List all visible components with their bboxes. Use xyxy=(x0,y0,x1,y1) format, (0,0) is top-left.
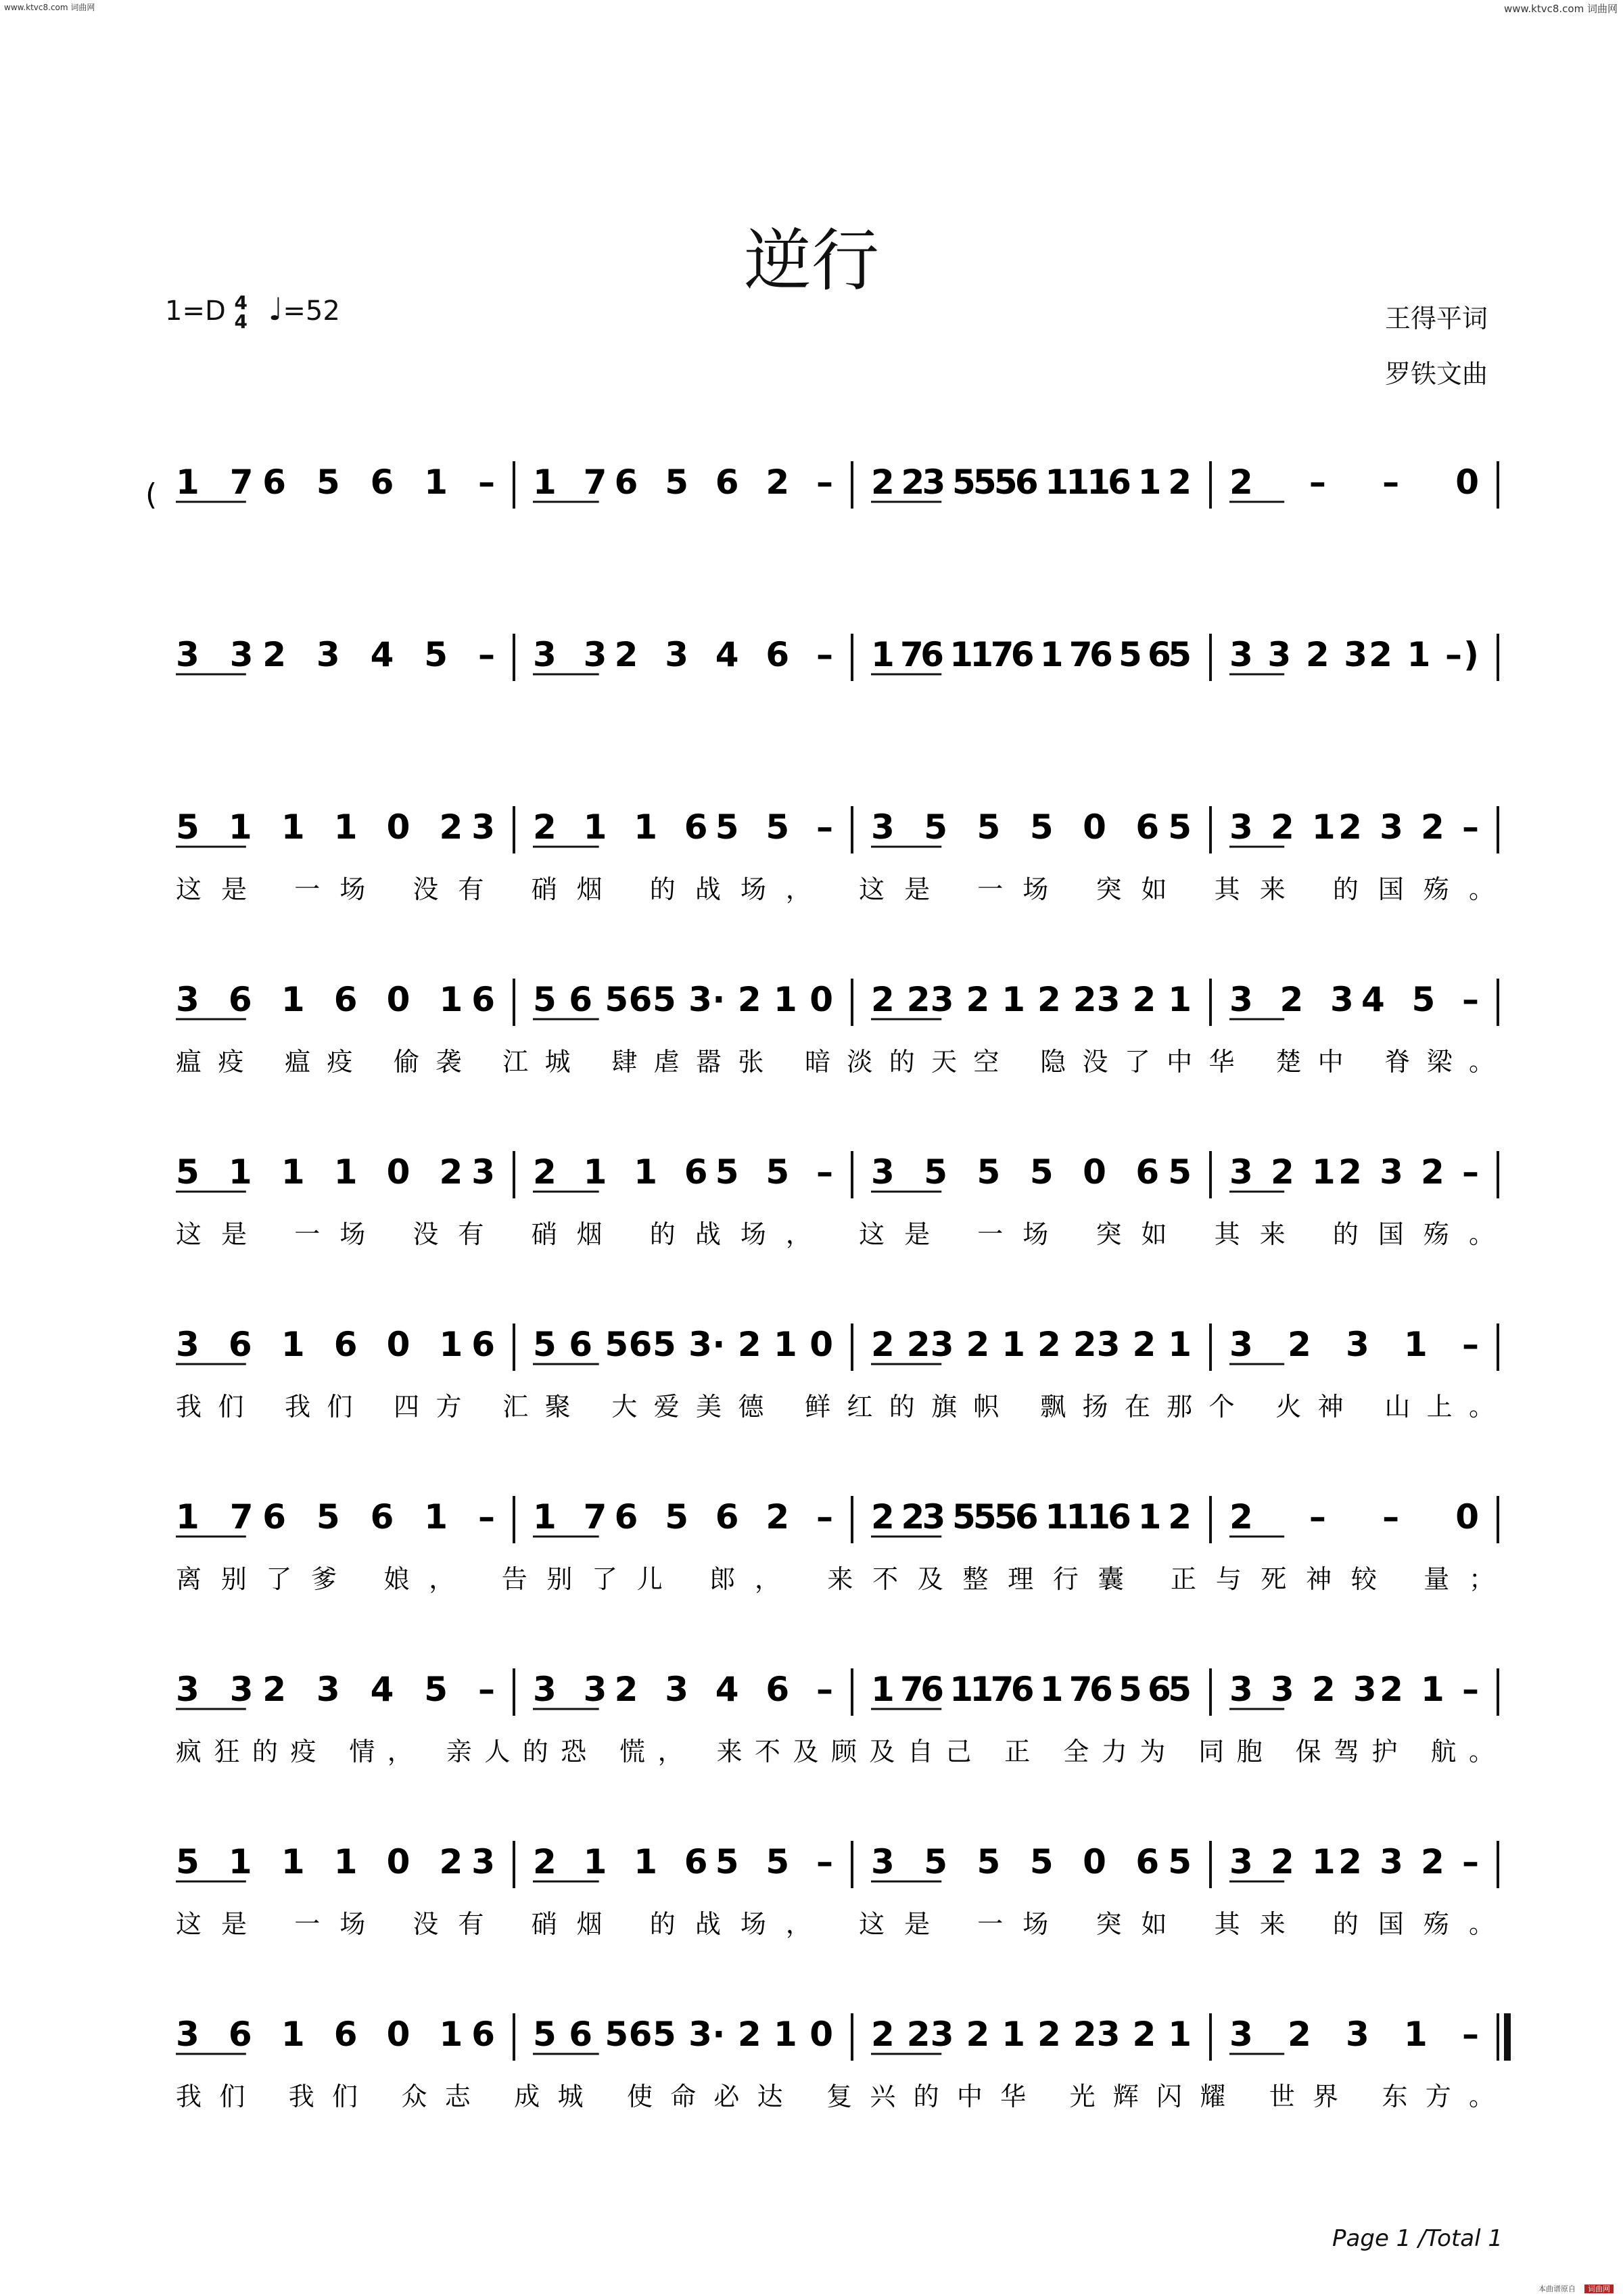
measure: 3 32 3 4 6 – xyxy=(533,635,833,674)
measure: 2 – – 0 xyxy=(1229,1497,1479,1537)
measure: 2 1 1 65 5 – xyxy=(533,807,833,847)
score-rows xyxy=(145,461,1507,2111)
notes-row xyxy=(176,1325,1479,1364)
measure: 3 6 1 6 0 16 xyxy=(176,2015,495,2054)
score-row xyxy=(176,461,1498,509)
score-row xyxy=(176,979,1498,1077)
intro-paren: ( xyxy=(145,477,158,512)
measure: 5 1 1 1 0 23 xyxy=(176,807,495,847)
notes-row xyxy=(176,1497,1479,1537)
score-row xyxy=(176,1841,1498,1939)
score-row xyxy=(176,806,1498,904)
notes-row xyxy=(176,980,1479,1019)
footer-badge xyxy=(1530,2283,1614,2294)
badge-site: 词曲网 xyxy=(1584,2285,1614,2293)
measure: 1 76 5 6 2 – xyxy=(533,1497,833,1537)
measure: 5 6 565 3· 2 1 0 xyxy=(533,980,833,1019)
header-right: www.ktvc8.com 词曲网 xyxy=(1503,3,1618,15)
lyrics-row xyxy=(176,1047,1495,1077)
score-row xyxy=(176,2013,1507,2111)
measure: 2 23 2 1 2 23 2 1 xyxy=(871,1325,1192,1364)
lyrics-row xyxy=(176,1737,1495,1766)
measure: 3 5 5 5 0 65 xyxy=(871,1152,1192,1192)
measure: 3 32 3 4 5 – xyxy=(176,1670,495,1709)
lyric-line: 这是 一场 没有 硝烟 的战场， 这是 一场 突如 其来 的国殇。 xyxy=(176,1909,1495,1939)
measure: 5 6 565 3· 2 1 0 xyxy=(533,1325,833,1364)
time-top: 4 xyxy=(234,291,248,314)
notes-row xyxy=(176,2015,1479,2054)
measure: 5 1 1 1 0 23 xyxy=(176,1842,495,1881)
lyric-line: 疯狂的疫 情， 亲人的恐 慌， 来不及顾及自己 正 全力为 同胞 保驾护 航。 xyxy=(176,1737,1495,1766)
notes-row xyxy=(176,1152,1479,1192)
measure: 3 2 34 5 – xyxy=(1229,980,1479,1019)
tempo: =52 xyxy=(283,296,340,327)
measure: 2 1 1 65 5 – xyxy=(533,1152,833,1192)
score-row xyxy=(176,634,1498,681)
measure: 3 2 3 1 – xyxy=(1229,2015,1479,2054)
time-bottom: 4 xyxy=(234,310,248,333)
measure: 3 5 5 5 0 65 xyxy=(871,1842,1192,1881)
lyric-line: 我们 我们 四方 汇聚 大爱美德 鲜红的旗帜 飘扬在那个 火神 山上。 xyxy=(176,1392,1495,1422)
measure: 1 76 1176 1 76 5 65 xyxy=(871,635,1192,674)
score-row xyxy=(176,1496,1498,1594)
measure: 3 6 1 6 0 16 xyxy=(176,1325,495,1364)
measure: 3 2 12 3 2 – xyxy=(1229,1842,1479,1881)
lyrics-row xyxy=(176,1909,1495,1939)
lyrics-row xyxy=(176,874,1495,904)
measure: 2 23 5556 1116 1 2 xyxy=(871,1497,1192,1537)
lyric-line: 这是 一场 没有 硝烟 的战场， 这是 一场 突如 其来 的国殇。 xyxy=(176,1219,1495,1249)
measure: 3 5 5 5 0 65 xyxy=(871,807,1192,847)
measure: 3 2 12 3 2 – xyxy=(1229,807,1479,847)
measure: 1 76 5 6 1 – xyxy=(176,1497,495,1537)
measure: 1 76 5 6 1 – xyxy=(176,463,495,502)
measure: 3 2 3 1 – xyxy=(1229,1325,1479,1364)
measure: 2 23 5556 1116 1 2 xyxy=(871,463,1192,502)
measure: 3 3 2 32 1 – xyxy=(1229,1670,1479,1709)
lyric-line: 我们 我们 众志 成城 使命必达 复兴的中华 光辉闪耀 世界 东方。 xyxy=(176,2082,1495,2111)
measure: 5 1 1 1 0 23 xyxy=(176,1152,495,1192)
measure: 2 23 2 1 2 23 2 1 xyxy=(871,2015,1192,2054)
quarter-note-icon: ♩ xyxy=(268,291,283,327)
lyrics-row xyxy=(176,2082,1495,2111)
measure: 1 76 5 6 2 – xyxy=(533,463,833,502)
measure: 3 6 1 6 0 16 xyxy=(176,980,495,1019)
measure: 3 32 3 4 5 – xyxy=(176,635,495,674)
notes-row xyxy=(176,463,1479,502)
lyrics-row xyxy=(176,1219,1495,1249)
notes-row xyxy=(176,635,1479,674)
lyrics-row xyxy=(176,1392,1495,1422)
measure: 3 3 2 32 1 –) xyxy=(1229,635,1479,674)
measure: 3 2 12 3 2 – xyxy=(1229,1152,1479,1192)
lyrics-row xyxy=(176,1564,1495,1594)
score-row xyxy=(176,1668,1498,1766)
measure: 2 – – 0 xyxy=(1229,463,1479,502)
key-text: 1=D xyxy=(165,296,226,327)
header-left: www.ktvc8.com 词曲网 xyxy=(4,3,95,12)
lyricist: 王得平词 xyxy=(1384,304,1488,333)
score-row xyxy=(176,1323,1498,1422)
measure: 3 32 3 4 6 – xyxy=(533,1670,833,1709)
lyric-line: 离别了爹 娘， 告别了儿 郎， 来不及整理行囊 正与死神较 量； xyxy=(176,1564,1495,1594)
badge-text: 本曲谱原自 xyxy=(1538,2285,1576,2293)
page-footer: Page 1 /Total 1 xyxy=(1332,2225,1503,2252)
lyric-line: 这是 一场 没有 硝烟 的战场， 这是 一场 突如 其来 的国殇。 xyxy=(176,874,1495,904)
measure: 2 1 1 65 5 – xyxy=(533,1842,833,1881)
song-title: 逆行 xyxy=(744,221,879,300)
score-row xyxy=(176,1151,1498,1249)
measure: 2 23 2 1 2 23 2 1 xyxy=(871,980,1192,1019)
notes-row xyxy=(176,1842,1479,1881)
notes-row xyxy=(176,807,1479,847)
lyric-line: 瘟疫 瘟疫 偷袭 江城 肆虐嚣张 暗淡的天空 隐没了中华 楚中 脊梁。 xyxy=(176,1047,1495,1077)
measure: 1 76 1176 1 76 5 65 xyxy=(871,1670,1192,1709)
measure: 5 6 565 3· 2 1 0 xyxy=(533,2015,833,2054)
composer: 罗铁文曲 xyxy=(1384,359,1488,389)
notes-row xyxy=(176,1670,1479,1709)
